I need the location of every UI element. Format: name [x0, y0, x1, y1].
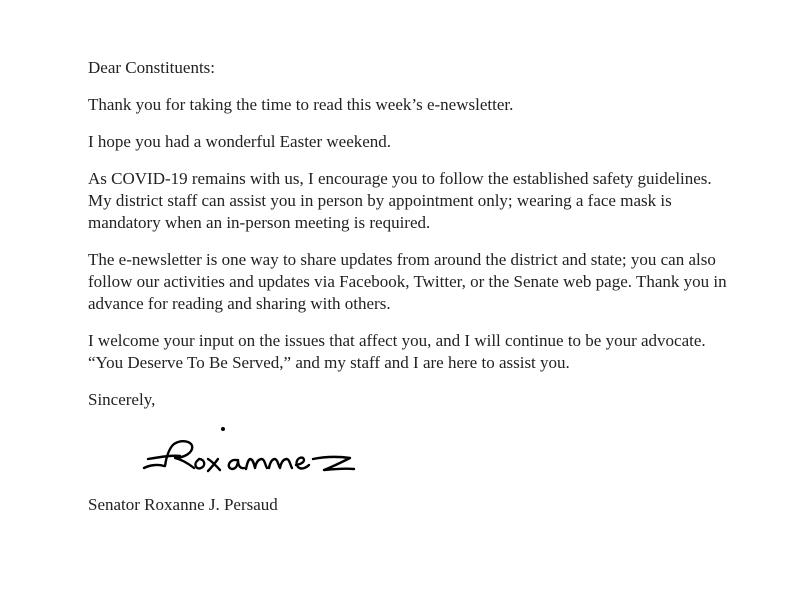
paragraph-covid: As COVID-19 remains with us, I encourage you to follow the established safety guidelines. My district staff can assist you in person by appointment only; wearing a face mask is mandatory when an in-person meeting is required. — [88, 169, 712, 232]
letter-body — [88, 57, 728, 411]
handwritten-signature — [138, 426, 363, 482]
paragraph-thanks: Thank you for taking the time to read this week’s e-newsletter. — [88, 95, 514, 114]
signer-name: Senator Roxanne J. Persaud — [88, 495, 278, 514]
paragraph-easter: I hope you had a wonderful Easter weekend. — [88, 132, 392, 151]
salutation: Dear Constituents: — [88, 58, 216, 77]
paragraph-newsletter: The e-newsletter is one way to share updates from around the district and state; you can also follow our activities and updates via Facebook, Twitter, or the Senate web page. Thank you in advance for reading and sharing with others. — [88, 250, 727, 313]
paragraph-advocate: I welcome your input on the issues that affect you, and I will continue to be your advocate. “You Deserve To Be Served,” and my staff and I are here to assist you. — [88, 331, 706, 372]
closing: Sincerely, — [88, 390, 156, 409]
